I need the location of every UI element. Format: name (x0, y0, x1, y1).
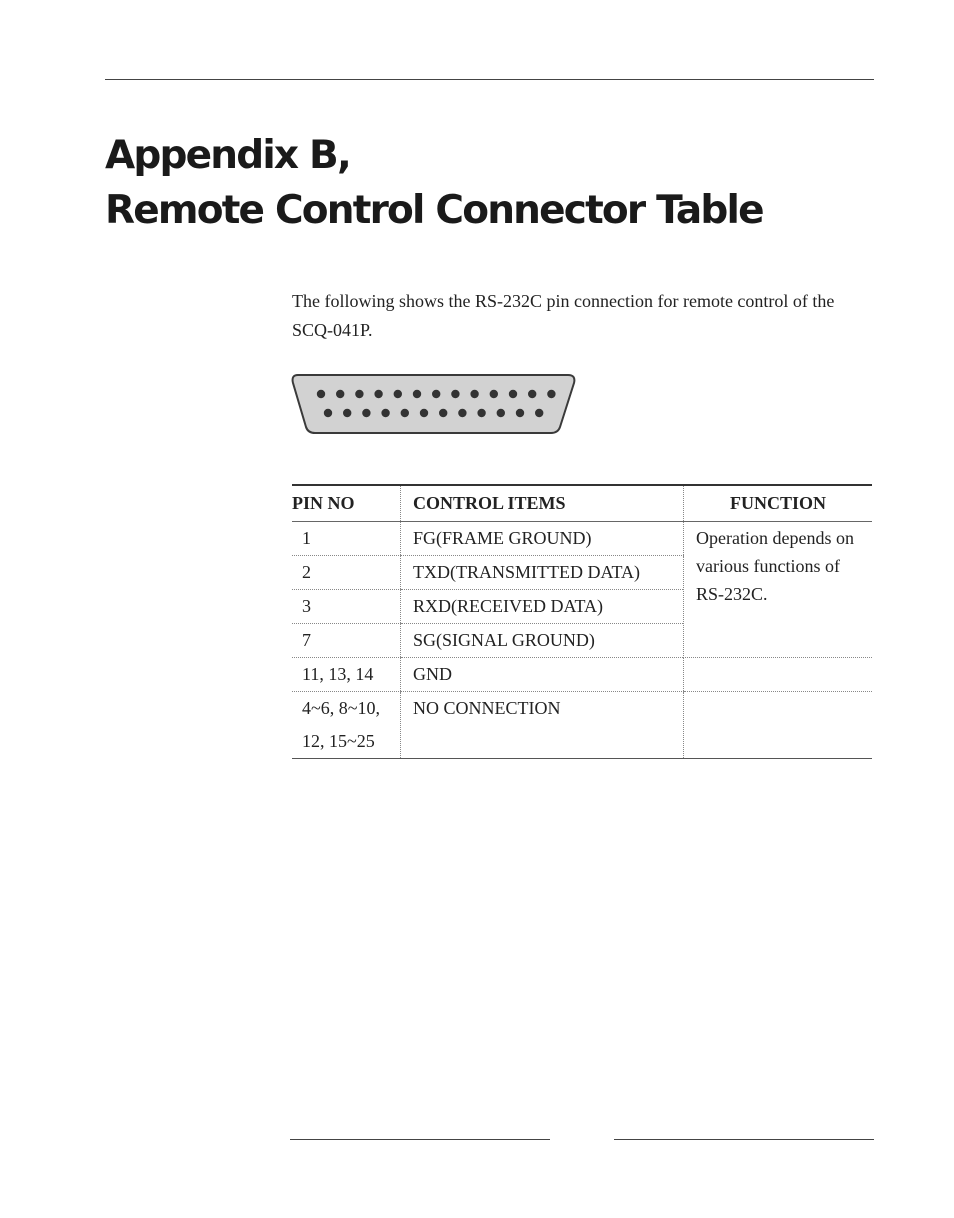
connector-pin (516, 409, 524, 417)
table-row (292, 658, 872, 692)
pin-cell-line-1: 4~6, 8~10, (302, 698, 380, 718)
control-item-cell: FG(FRAME GROUND) (401, 522, 684, 556)
control-item-cell: TXD(TRANSMITTED DATA) (401, 556, 684, 590)
function-cell-empty (684, 692, 873, 759)
connector-pin (490, 390, 498, 398)
intro-paragraph: The following shows the RS-232C pin connection for remote control of the SCQ-041P. (292, 291, 835, 340)
pin-table (292, 484, 872, 759)
table-row (292, 692, 872, 759)
footer-rule-right (614, 1139, 874, 1140)
connector-pin (509, 390, 517, 398)
control-item-cell: NO CONNECTION (401, 692, 684, 759)
connector-drawing (290, 372, 580, 436)
pin-cell: 11, 13, 14 (292, 658, 401, 692)
function-cell: Operation depends on various functions of RS-232C. (684, 522, 873, 658)
footer-rule-left (290, 1139, 550, 1140)
connector-pin (458, 409, 466, 417)
control-item-cell: RXD(RECEIVED DATA) (401, 590, 684, 624)
connector-pin (355, 390, 363, 398)
title-line-2: Remote Control Connector Table (105, 188, 763, 233)
connector-pin (470, 390, 478, 398)
connector-pin (394, 390, 402, 398)
connector-pin (381, 409, 389, 417)
connector-pin (535, 409, 543, 417)
connector-pin (451, 390, 459, 398)
connector-pin (336, 390, 344, 398)
pin-cell (292, 692, 401, 759)
title-line-1: Appendix B, (105, 133, 350, 178)
header-control-items: CONTROL ITEMS (401, 485, 684, 522)
connector-pin (401, 409, 409, 417)
connector-pin (374, 390, 382, 398)
control-item-cell: GND (401, 658, 684, 692)
table-row (292, 522, 872, 556)
db25-connector-icon (290, 372, 580, 441)
control-item-cell: SG(SIGNAL GROUND) (401, 624, 684, 658)
connector-pin (317, 390, 325, 398)
connector-pin (420, 409, 428, 417)
top-rule (105, 79, 874, 80)
connector-pin (497, 409, 505, 417)
pin-cell: 2 (292, 556, 401, 590)
header-function: FUNCTION (684, 485, 873, 522)
function-cell-empty (684, 658, 873, 692)
connector-shell (293, 375, 575, 433)
pin-cell: 7 (292, 624, 401, 658)
connector-pin (477, 409, 485, 417)
connector-pin (362, 409, 370, 417)
pin-cell: 3 (292, 590, 401, 624)
pin-cell: 1 (292, 522, 401, 556)
table-header-row (292, 485, 872, 522)
header-pin-no: PIN NO (292, 485, 401, 522)
connector-pin (439, 409, 447, 417)
connector-pin (432, 390, 440, 398)
connector-pin (324, 409, 332, 417)
pin-cell-line-2: 12, 15~25 (302, 731, 375, 751)
connector-pin (528, 390, 536, 398)
connector-pin (547, 390, 555, 398)
page-title (105, 128, 763, 238)
connector-pin (343, 409, 351, 417)
connector-pin (413, 390, 421, 398)
